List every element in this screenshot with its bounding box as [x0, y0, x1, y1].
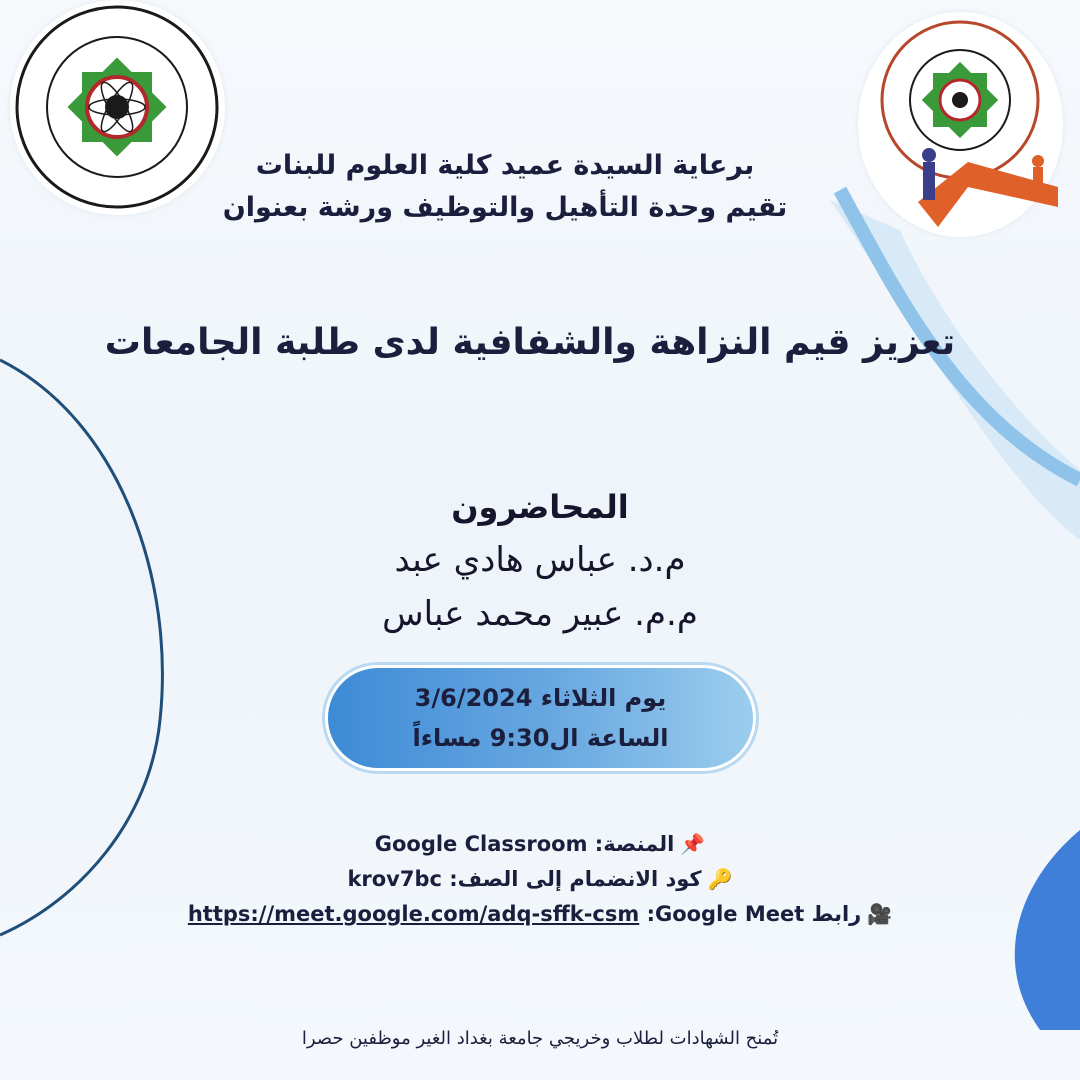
employment-unit-logo-right [858, 12, 1063, 237]
platform-text: المنصة: Google Classroom [374, 832, 675, 856]
lecturer-name: م.م. عبير محمد عباس [382, 594, 698, 634]
lecturers-heading: المحاضرون [451, 488, 629, 526]
platform-info [100, 832, 980, 856]
lecturer-name: م.د. عباس هادي عبد [394, 540, 686, 580]
key-icon: 🔑 [707, 867, 733, 891]
movie-camera-icon: 🎥 [867, 902, 893, 926]
pushpin-icon: 📌 [680, 832, 706, 856]
class-code-text: كود الانضمام إلى الصف: krov7bc [347, 867, 702, 891]
meet-link-info [100, 902, 980, 926]
schedule-time: الساعة ال9:30 مساءاً [412, 724, 669, 752]
university-logo-left [10, 0, 225, 215]
sponsorship-line: برعاية السيدة عميد كلية العلوم للبنات [255, 150, 755, 181]
class-code-info [100, 867, 980, 891]
schedule-date: يوم الثلاثاء 3/6/2024 [414, 684, 667, 712]
certificate-notice: تُمنح الشهادات لطلاب وخريجي جامعة بغداد الغير موظفين حصرا [301, 1028, 779, 1049]
google-meet-link[interactable]: https://meet.google.com/adq-sffk-csm [187, 902, 640, 926]
meet-label: رابط Google Meet: [646, 902, 862, 926]
schedule-badge [328, 668, 753, 768]
workshop-intro-line: تقيم وحدة التأهيل والتوظيف ورشة بعنوان [222, 192, 788, 223]
workshop-title: تعزيز قيم النزاهة والشفافية لدى طلبة الجامعات [104, 322, 956, 363]
